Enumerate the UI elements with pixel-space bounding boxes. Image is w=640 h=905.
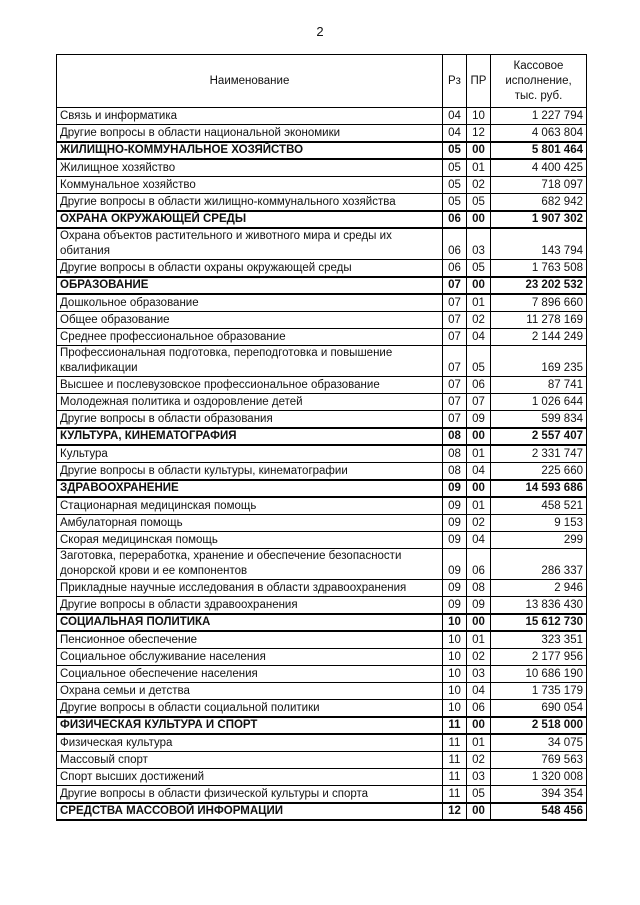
row-pr: 00 [467, 211, 491, 228]
row-amount: 169 235 [491, 346, 587, 377]
row-rz: 07 [443, 411, 467, 429]
row-name: Спорт высших достижений [57, 769, 443, 786]
row-pr: 03 [467, 769, 491, 786]
table-row [57, 394, 587, 411]
header-rz: Рз [443, 55, 467, 108]
row-name: Молодежная политика и оздоровление детей [57, 394, 443, 411]
section-row [57, 480, 587, 497]
row-name: Массовый спорт [57, 752, 443, 769]
row-rz: 07 [443, 346, 467, 377]
row-amount: 299 [491, 532, 587, 549]
row-pr: 07 [467, 394, 491, 411]
row-amount: 286 337 [491, 549, 587, 580]
row-name: Амбулаторная помощь [57, 515, 443, 532]
row-rz: 05 [443, 194, 467, 212]
table-row [57, 125, 587, 143]
table-row [57, 752, 587, 769]
page-number: 2 [316, 24, 324, 39]
row-amount: 1 763 508 [491, 260, 587, 278]
table-row [57, 631, 587, 649]
row-rz: 06 [443, 211, 467, 228]
row-amount: 599 834 [491, 411, 587, 429]
row-amount: 458 521 [491, 497, 587, 515]
row-name: Другие вопросы в области охраны окружающей среды [57, 260, 443, 278]
row-amount: 769 563 [491, 752, 587, 769]
row-name: Жилищное хозяйство [57, 159, 443, 177]
row-name: Прикладные научные исследования в области здравоохранения [57, 580, 443, 597]
row-rz: 07 [443, 394, 467, 411]
row-pr: 00 [467, 277, 491, 294]
table-row [57, 312, 587, 329]
row-pr: 02 [467, 177, 491, 194]
row-name: Охрана объектов растительного и животного мира и среды их обитания [57, 228, 443, 260]
row-amount: 10 686 190 [491, 666, 587, 683]
row-name: Другие вопросы в области физической культуры и спорта [57, 786, 443, 804]
row-amount: 323 351 [491, 631, 587, 649]
row-pr: 06 [467, 549, 491, 580]
table-row [57, 194, 587, 212]
section-row [57, 211, 587, 228]
row-name: ОБРАЗОВАНИЕ [57, 277, 443, 294]
row-pr: 01 [467, 159, 491, 177]
section-row [57, 717, 587, 734]
row-pr: 03 [467, 228, 491, 260]
row-name: Социальное обслуживание населения [57, 649, 443, 666]
table-row [57, 515, 587, 532]
row-amount: 143 794 [491, 228, 587, 260]
row-name: КУЛЬТУРА, КИНЕМАТОГРАФИЯ [57, 428, 443, 445]
section-row [57, 277, 587, 294]
table-row [57, 734, 587, 752]
table-row [57, 108, 587, 125]
row-amount: 2 331 747 [491, 445, 587, 463]
table-row [57, 532, 587, 549]
header-amount-line: исполнение, [505, 74, 572, 87]
table-header-row [57, 55, 587, 108]
table-row [57, 411, 587, 429]
row-rz: 06 [443, 260, 467, 278]
row-amount: 2 518 000 [491, 717, 587, 734]
row-pr: 01 [467, 497, 491, 515]
row-rz: 12 [443, 803, 467, 820]
row-rz: 11 [443, 769, 467, 786]
row-name: ФИЗИЧЕСКАЯ КУЛЬТУРА И СПОРТ [57, 717, 443, 734]
row-pr: 02 [467, 515, 491, 532]
row-amount: 394 354 [491, 786, 587, 804]
table-row [57, 294, 587, 312]
row-pr: 01 [467, 631, 491, 649]
row-name: Другие вопросы в области национальной экономики [57, 125, 443, 143]
row-amount: 11 278 169 [491, 312, 587, 329]
row-pr: 06 [467, 377, 491, 394]
table-row [57, 463, 587, 481]
table-row [57, 377, 587, 394]
row-amount: 690 054 [491, 700, 587, 718]
row-name: Общее образование [57, 312, 443, 329]
row-name: Охрана семьи и детства [57, 683, 443, 700]
row-name: ЗДРАВООХРАНЕНИЕ [57, 480, 443, 497]
row-name: Другие вопросы в области здравоохранения [57, 597, 443, 615]
row-amount: 1 907 302 [491, 211, 587, 228]
header-name: Наименование [57, 55, 443, 108]
row-name: Культура [57, 445, 443, 463]
row-rz: 11 [443, 752, 467, 769]
row-pr: 02 [467, 752, 491, 769]
row-name: Другие вопросы в области культуры, кинематографии [57, 463, 443, 481]
row-name: Физическая культура [57, 734, 443, 752]
row-pr: 00 [467, 614, 491, 631]
row-pr: 00 [467, 428, 491, 445]
header-amount [491, 55, 587, 108]
row-amount: 4 400 425 [491, 159, 587, 177]
table-row [57, 177, 587, 194]
row-amount: 14 593 686 [491, 480, 587, 497]
row-pr: 00 [467, 803, 491, 820]
row-rz: 06 [443, 228, 467, 260]
table-row [57, 597, 587, 615]
row-pr: 00 [467, 142, 491, 159]
row-amount: 2 946 [491, 580, 587, 597]
row-pr: 05 [467, 260, 491, 278]
row-amount: 2 557 407 [491, 428, 587, 445]
row-pr: 10 [467, 108, 491, 125]
row-rz: 08 [443, 428, 467, 445]
row-name: ЖИЛИЩНО-КОММУНАЛЬНОЕ ХОЗЯЙСТВО [57, 142, 443, 159]
table-row [57, 769, 587, 786]
table-body [57, 108, 587, 821]
row-name: Скорая медицинская помощь [57, 532, 443, 549]
row-name: Пенсионное обеспечение [57, 631, 443, 649]
row-pr: 04 [467, 683, 491, 700]
row-rz: 07 [443, 377, 467, 394]
row-amount: 718 097 [491, 177, 587, 194]
row-pr: 05 [467, 786, 491, 804]
row-pr: 05 [467, 194, 491, 212]
row-rz: 10 [443, 683, 467, 700]
row-pr: 06 [467, 700, 491, 718]
table-row [57, 159, 587, 177]
row-pr: 04 [467, 532, 491, 549]
row-rz: 05 [443, 159, 467, 177]
row-amount: 87 741 [491, 377, 587, 394]
row-name: СРЕДСТВА МАССОВОЙ ИНФОРМАЦИИ [57, 803, 443, 820]
row-rz: 04 [443, 108, 467, 125]
row-amount: 9 153 [491, 515, 587, 532]
section-row [57, 428, 587, 445]
row-name: Стационарная медицинская помощь [57, 497, 443, 515]
row-rz: 07 [443, 329, 467, 346]
row-amount: 4 063 804 [491, 125, 587, 143]
row-rz: 09 [443, 532, 467, 549]
row-name: Коммунальное хозяйство [57, 177, 443, 194]
row-pr: 08 [467, 580, 491, 597]
table-row [57, 346, 587, 377]
table-row [57, 329, 587, 346]
row-amount: 5 801 464 [491, 142, 587, 159]
row-name: Связь и информатика [57, 108, 443, 125]
table-row [57, 228, 587, 260]
row-rz: 11 [443, 786, 467, 804]
row-name: Другие вопросы в области социальной политики [57, 700, 443, 718]
row-amount: 15 612 730 [491, 614, 587, 631]
section-row [57, 614, 587, 631]
row-rz: 07 [443, 294, 467, 312]
row-name: Другие вопросы в области образования [57, 411, 443, 429]
row-rz: 10 [443, 700, 467, 718]
row-amount: 23 202 532 [491, 277, 587, 294]
row-rz: 10 [443, 631, 467, 649]
row-amount: 1 735 179 [491, 683, 587, 700]
header-pr: ПР [467, 55, 491, 108]
row-pr: 05 [467, 346, 491, 377]
row-name: Заготовка, переработка, хранение и обеспечение безопасности донорской крови и ее компонентов [57, 549, 443, 580]
row-rz: 09 [443, 497, 467, 515]
row-name: Профессиональная подготовка, переподготовка и повышение квалификации [57, 346, 443, 377]
table-row [57, 666, 587, 683]
row-amount: 7 896 660 [491, 294, 587, 312]
row-amount: 1 320 008 [491, 769, 587, 786]
row-pr: 09 [467, 597, 491, 615]
table-row [57, 649, 587, 666]
row-rz: 10 [443, 614, 467, 631]
row-name: ОХРАНА ОКРУЖАЮЩЕЙ СРЕДЫ [57, 211, 443, 228]
table-row [57, 786, 587, 804]
header-amount-line: Кассовое [513, 59, 564, 72]
header-amount-line: тыс. руб. [514, 89, 563, 102]
row-pr: 04 [467, 463, 491, 481]
row-rz: 08 [443, 463, 467, 481]
row-rz: 11 [443, 717, 467, 734]
row-pr: 01 [467, 294, 491, 312]
row-pr: 01 [467, 445, 491, 463]
row-amount: 225 660 [491, 463, 587, 481]
section-row [57, 142, 587, 159]
row-name: Высшее и послевузовское профессиональное образование [57, 377, 443, 394]
row-pr: 09 [467, 411, 491, 429]
row-pr: 03 [467, 666, 491, 683]
row-amount: 13 836 430 [491, 597, 587, 615]
row-rz: 05 [443, 142, 467, 159]
row-rz: 10 [443, 649, 467, 666]
row-pr: 12 [467, 125, 491, 143]
row-rz: 09 [443, 549, 467, 580]
table-row [57, 700, 587, 718]
row-name: СОЦИАЛЬНАЯ ПОЛИТИКА [57, 614, 443, 631]
row-rz: 08 [443, 445, 467, 463]
table-row [57, 260, 587, 278]
row-rz: 09 [443, 515, 467, 532]
row-amount: 2 177 956 [491, 649, 587, 666]
row-amount: 682 942 [491, 194, 587, 212]
row-name: Среднее профессиональное образование [57, 329, 443, 346]
row-amount: 1 227 794 [491, 108, 587, 125]
row-amount: 34 075 [491, 734, 587, 752]
row-rz: 07 [443, 277, 467, 294]
row-pr: 00 [467, 480, 491, 497]
row-pr: 00 [467, 717, 491, 734]
row-pr: 02 [467, 312, 491, 329]
table-row [57, 497, 587, 515]
table-row [57, 549, 587, 580]
table-row [57, 580, 587, 597]
row-rz: 05 [443, 177, 467, 194]
row-rz: 04 [443, 125, 467, 143]
row-pr: 01 [467, 734, 491, 752]
budget-table [56, 54, 587, 821]
row-amount: 1 026 644 [491, 394, 587, 411]
row-pr: 02 [467, 649, 491, 666]
row-name: Дошкольное образование [57, 294, 443, 312]
row-rz: 09 [443, 480, 467, 497]
row-rz: 09 [443, 580, 467, 597]
row-name: Другие вопросы в области жилищно-коммунального хозяйства [57, 194, 443, 212]
section-row [57, 803, 587, 820]
row-name: Социальное обеспечение населения [57, 666, 443, 683]
row-rz: 09 [443, 597, 467, 615]
row-amount: 548 456 [491, 803, 587, 820]
row-rz: 11 [443, 734, 467, 752]
row-pr: 04 [467, 329, 491, 346]
row-amount: 2 144 249 [491, 329, 587, 346]
table-row [57, 683, 587, 700]
row-rz: 07 [443, 312, 467, 329]
row-rz: 10 [443, 666, 467, 683]
table-row [57, 445, 587, 463]
